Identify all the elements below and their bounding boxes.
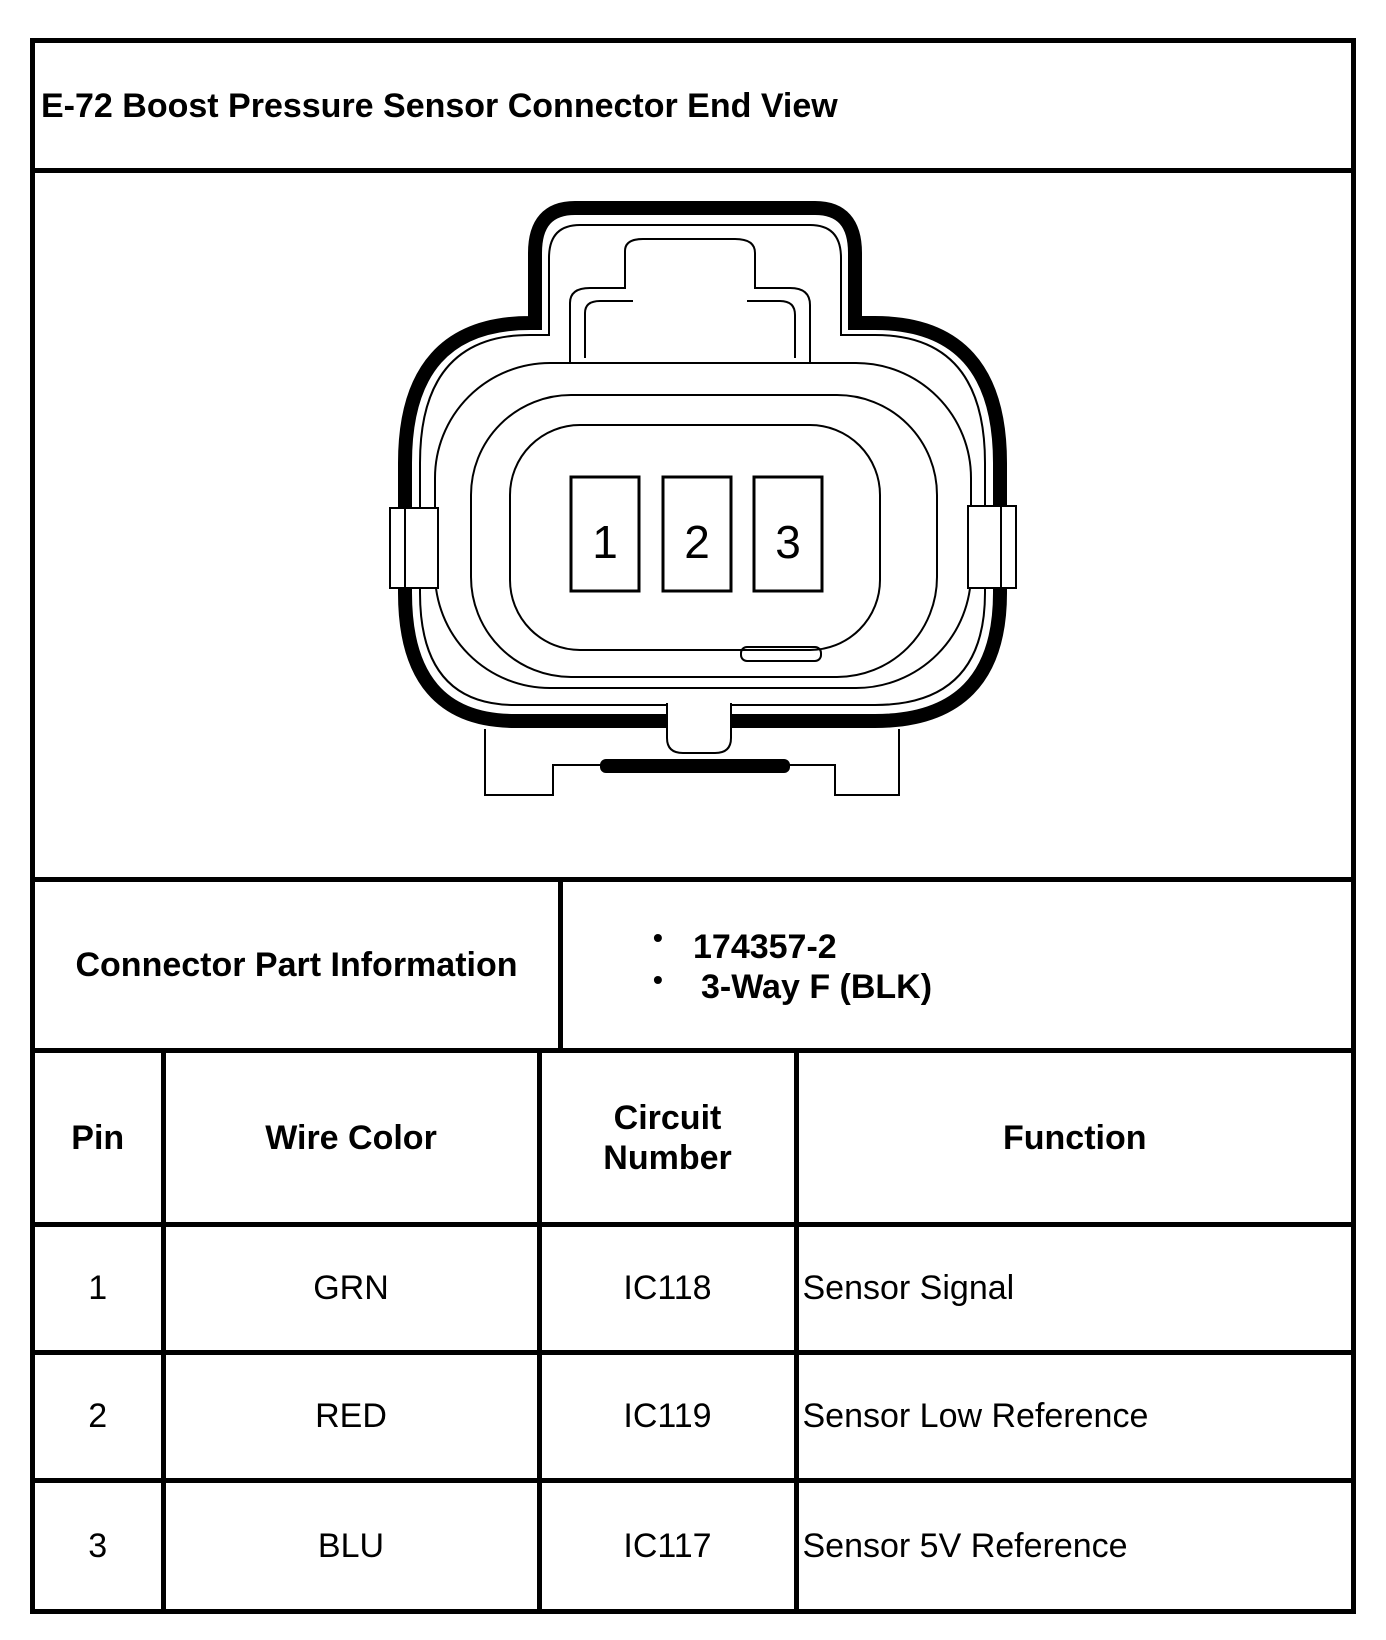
part-description: 3-Way F (BLK) — [701, 968, 933, 1006]
part-number: 174357-2 — [693, 928, 837, 966]
table-row — [35, 1481, 1351, 1609]
title-row — [35, 43, 1351, 173]
circuit-cell: IC117 — [539, 1481, 796, 1609]
header-wire-color: Wire Color — [163, 1053, 539, 1225]
page-title: E-72 Boost Pressure Sensor Connector End View — [41, 87, 838, 125]
wire-color-cell: GRN — [163, 1225, 539, 1353]
bullet-icon: • — [653, 922, 663, 953]
function-cell: Sensor 5V Reference — [796, 1481, 1351, 1609]
connector-info-sheet — [30, 38, 1356, 1614]
connector-housing-inner — [420, 225, 985, 705]
circuit-cell: IC118 — [539, 1225, 796, 1353]
wire-color-cell: RED — [163, 1353, 539, 1481]
pin-number-1: 1 — [592, 516, 618, 568]
circuit-cell: IC119 — [539, 1353, 796, 1481]
part-info-label: Connector Part Information — [35, 882, 563, 1048]
function-cell: Sensor Low Reference — [796, 1353, 1351, 1481]
connector-right-ear — [968, 506, 1016, 588]
table-row — [35, 1225, 1351, 1353]
connector-part-information-row — [35, 882, 1351, 1053]
connector-left-ear — [390, 508, 438, 588]
pin-cell: 3 — [35, 1481, 163, 1609]
header-circuit-line2: Number — [603, 1138, 732, 1177]
pin-number-2: 2 — [684, 516, 710, 568]
header-circuit-number — [539, 1053, 796, 1225]
part-info-list — [563, 882, 1351, 1048]
header-function: Function — [796, 1053, 1351, 1225]
header-circuit-line1: Circuit — [613, 1098, 722, 1137]
connector-diagram-area — [35, 173, 1351, 882]
connector-latch-inner — [585, 301, 795, 358]
pin-cell: 1 — [35, 1225, 163, 1353]
table-row — [35, 1353, 1351, 1481]
bullet-icon: • — [653, 964, 663, 995]
function-cell: Sensor Signal — [796, 1225, 1351, 1353]
pinout-header-row — [35, 1053, 1351, 1225]
pin-cell: 2 — [35, 1353, 163, 1481]
pinout-table — [35, 1053, 1351, 1609]
pin-number-3: 3 — [775, 516, 801, 568]
wire-color-cell: BLU — [163, 1481, 539, 1609]
connector-bottom-notch — [667, 703, 731, 753]
connector-end-view-diagram — [35, 173, 1351, 877]
connector-bottom-bar — [600, 759, 790, 773]
header-pin: Pin — [35, 1053, 163, 1225]
